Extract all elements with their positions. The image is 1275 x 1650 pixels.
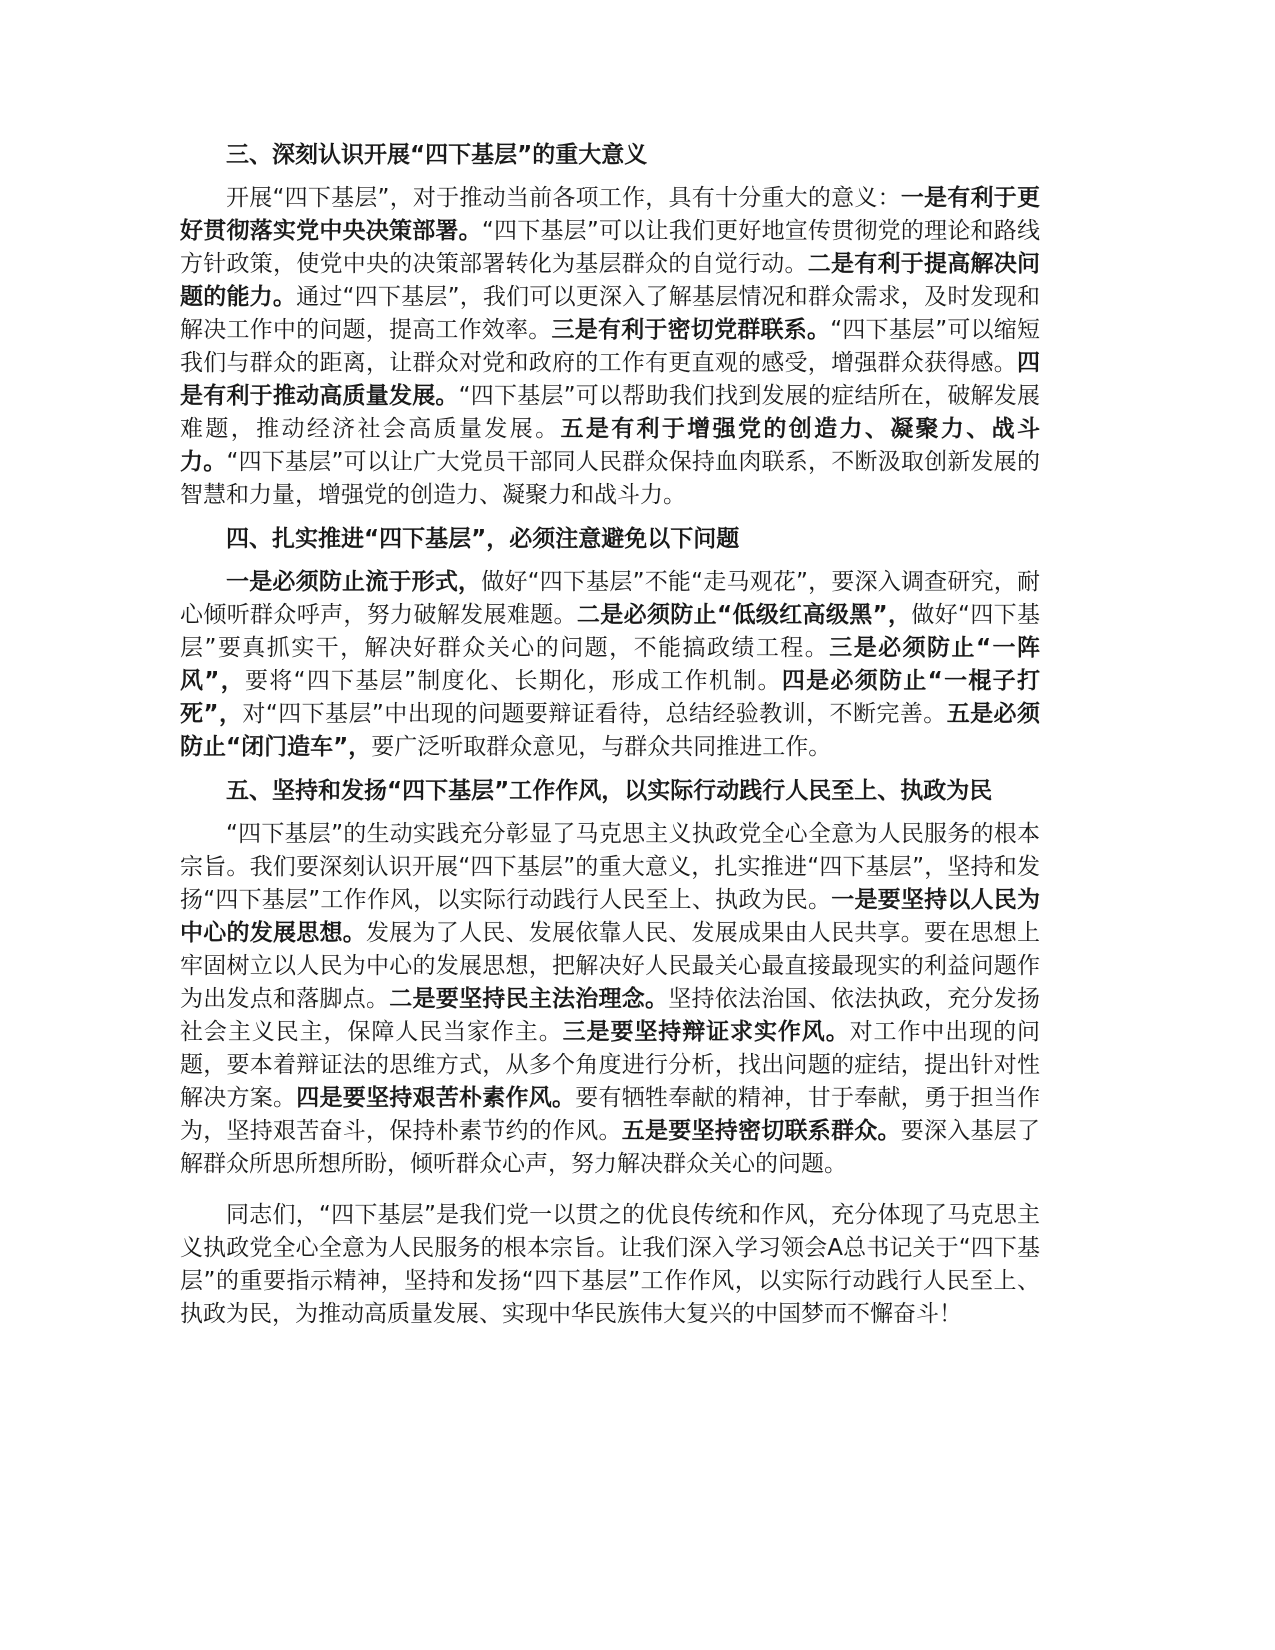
body-text: 坚持依法治国、依法执政，充分发扬社会主义民主，保障人民当家作主。 [180,986,1040,1045]
document-page [180,138,1040,1341]
body-text: 发展为了人民、发展依靠人民、发展成果由人民共享。要在思想上牢固树立以人民为中心的发展思想，把解决好人民最关心最直接最现实的利益问题作为出发点和落脚点。 [180,920,1040,1012]
body-text: “四下基层”可以缩短我们与群众的距离，让群众对党和政府的工作有更直观的感受，增强群众获得感。 [180,317,1041,376]
emphasis-text: 二是要坚持民主法治理念。 [389,986,669,1012]
section-body-4 [180,566,1040,764]
emphasis-text: 五是必须防止“闭门造车”， [180,701,1040,760]
section-heading-5: 五、坚持和发扬“四下基层”工作作风，以实际行动践行人民至上、执政为民 [226,778,993,804]
body-text: 通过“四下基层”，我们可以更深入了解基层情况和群众需求，及时发现和解决工作中的问题，提高工作效率。 [180,284,1040,343]
body-text: 对“四下基层”中出现的问题要辩证看待，总结经验教训，不断完善。 [242,701,947,727]
emphasis-text: 五是有利于增强党的创造力、凝聚力、战斗力。 [180,416,1041,475]
body-text: 要将“四下基层”制度化、长期化，形成工作机制。 [245,668,782,694]
section-heading-3: 三、深刻认识开展“四下基层”的重大意义 [226,142,648,168]
emphasis-text: 四是有利于推动高质量发展。 [180,350,1040,409]
emphasis-text: 三是必须防止“一阵风”， [180,635,1040,694]
body-text: “四下基层”可以让我们更好地宣传贯彻党的理论和路线方针政策，使党中央的决策部署转化为基层群众的自觉行动。 [180,218,1040,277]
section-heading-4: 四、扎实推进“四下基层”，必须注意避免以下问题 [226,526,740,552]
emphasis-text: 四是要坚持艰苦朴素作风。 [296,1085,576,1111]
emphasis-text: 二是有利于提高解决问题的能力。 [180,251,1040,310]
body-text: 要深入基层了解群众所思所想所盼，倾听群众心声，努力解决群众关心的问题。 [180,1118,1040,1177]
emphasis-text: 一是要坚持以人民为中心的发展思想。 [180,887,1040,946]
emphasis-text: 三是有利于密切党群联系。 [551,317,831,343]
emphasis-text: 五是要坚持密切联系群众。 [621,1118,901,1144]
section-body-5 [180,818,1040,1181]
body-text: 对工作中出现的问题，要本着辩证法的思维方式，从多个角度进行分析，找出问题的症结，提出针对性解决方案。 [180,1019,1041,1111]
body-text: “四下基层”的生动实践充分彰显了马克思主义执政党全心全意为人民服务的根本宗旨。我们要深刻认识开展“四下基层”的重大意义，扎实推进“四下基层”，坚持和发扬“四下基层”工作作风，以实际行动践行人民至上、执政为民。 [180,821,1040,913]
section-body-3 [180,182,1040,512]
closing-paragraph [180,1199,1040,1331]
body-text: 开展“四下基层”，对于推动当前各项工作，具有十分重大的意义： [226,185,901,211]
body-text: 做好“四下基层”不能“走马观花”，要深入调查研究，耐心倾听群众呼声，努力破解发展难题。 [180,569,1041,628]
body-text: 要广泛听取群众意见，与群众共同推进工作。 [371,734,832,760]
emphasis-text: 一是有利于更好贯彻落实党中央决策部署。 [180,185,1040,244]
emphasis-text: 一是必须防止流于形式， [226,569,482,595]
body-text: “四下基层”可以让广大党员干部同人民群众保持血肉联系，不断汲取创新发展的智慧和力量，增强党的创造力、凝聚力和战斗力。 [180,449,1040,508]
emphasis-text: 三是要坚持辩证求实作风。 [562,1019,850,1045]
body-text: “四下基层”可以帮助我们找到发展的症结所在，破解发展难题，推动经济社会高质量发展。 [180,383,1040,442]
emphasis-text: 二是必须防止“低级红高级黑”， [576,602,912,628]
body-text: 要有牺牲奉献的精神，甘于奉献，勇于担当作为，坚持艰苦奋斗，保持朴素节约的作风。 [180,1085,1040,1144]
body-text: 同志们，“四下基层”是我们党一以贯之的优良传统和作风，充分体现了马克思主义执政党全心全意为人民服务的根本宗旨。让我们深入学习领会A总书记关于“四下基层”的重要指示精神，坚持和发扬“四下基层”工作作风，以实际行动践行人民至上、执政为民，为推动高质量发展、实现中华民族伟大复兴的中国梦而不懈奋斗！ [180,1202,1040,1327]
emphasis-text: 四是必须防止“一棍子打死”， [180,668,1040,727]
body-text: 做好“四下基层”要真抓实干，解决好群众关心的问题，不能搞政绩工程。 [180,602,1041,661]
